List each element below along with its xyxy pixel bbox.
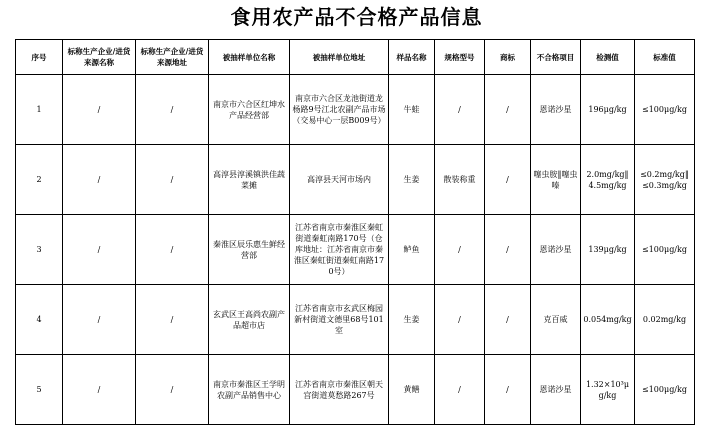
cell-producer-address: /: [136, 285, 209, 355]
cell-spec-model: /: [435, 75, 485, 145]
cell-sampled-unit-address: 江苏省南京市玄武区梅园新村街道文德里68号101室: [290, 285, 389, 355]
cell-producer-name: /: [63, 285, 136, 355]
cell-producer-address: /: [136, 75, 209, 145]
header-trademark: 商标: [485, 40, 531, 75]
cell-spec-model: /: [435, 215, 485, 285]
cell-index: 3: [16, 215, 63, 285]
cell-producer-address: /: [136, 215, 209, 285]
cell-producer-name: /: [63, 355, 136, 425]
cell-standard-value: ≤100μg/kg: [635, 355, 695, 425]
cell-trademark: /: [485, 215, 531, 285]
cell-producer-name: /: [63, 75, 136, 145]
header-failed-item: 不合格项目: [531, 40, 581, 75]
table-row: [16, 355, 695, 425]
cell-trademark: /: [485, 285, 531, 355]
table-row: [16, 75, 695, 145]
header-standard-value: 标准值: [635, 40, 695, 75]
cell-sampled-unit-address: 江苏省南京市秦淮区朝天宫街道莫愁路267号: [290, 355, 389, 425]
header-producer-address: 标称生产企业/进货来源地址: [136, 40, 209, 75]
cell-test-value: 1.32×10³μg/kg: [581, 355, 635, 425]
header-sampled-unit-name: 被抽样单位名称: [209, 40, 290, 75]
cell-sample-name: 生姜: [389, 285, 435, 355]
header-spec-model: 规格型号: [435, 40, 485, 75]
cell-producer-address: /: [136, 145, 209, 215]
header-sample-name: 样品名称: [389, 40, 435, 75]
cell-sampled-unit-name: 玄武区王高尚农副产品超市店: [209, 285, 290, 355]
cell-failed-item: 噻虫胺‖噻虫嗪: [531, 145, 581, 215]
cell-sampled-unit-address: 江苏省南京市秦淮区秦虹街道秦虹南路170号（仓库地址：江苏省南京市秦淮区秦虹街道秦虹南路170号）: [290, 215, 389, 285]
cell-producer-address: /: [136, 355, 209, 425]
cell-failed-item: 恩诺沙星: [531, 75, 581, 145]
table-row: [16, 145, 695, 215]
cell-trademark: /: [485, 355, 531, 425]
cell-index: 2: [16, 145, 63, 215]
cell-standard-value: 0.02mg/kg: [635, 285, 695, 355]
cell-test-value: 139μg/kg: [581, 215, 635, 285]
header-sampled-unit-address: 被抽样单位地址: [290, 40, 389, 75]
cell-failed-item: 克百威: [531, 285, 581, 355]
cell-sampled-unit-name: 南京市六合区红坤水产品经营部: [209, 75, 290, 145]
cell-sampled-unit-address: 高淳县天河市场内: [290, 145, 389, 215]
cell-spec-model: /: [435, 355, 485, 425]
cell-standard-value: ≤100μg/kg: [635, 75, 695, 145]
cell-sampled-unit-name: 秦淮区辰乐惠生鲜经营部: [209, 215, 290, 285]
cell-sample-name: 黄鳝: [389, 355, 435, 425]
cell-spec-model: /: [435, 285, 485, 355]
cell-sampled-unit-name: 高淳县淳溪镇洪佳蔬菜摊: [209, 145, 290, 215]
table-row: [16, 215, 695, 285]
cell-index: 5: [16, 355, 63, 425]
table-row: [16, 285, 695, 355]
cell-sample-name: 生姜: [389, 145, 435, 215]
cell-failed-item: 恩诺沙星: [531, 215, 581, 285]
header-test-value: 检测值: [581, 40, 635, 75]
cell-sampled-unit-address: 南京市六合区龙池街道龙杨路9号江北农副产品市场（交易中心一层B009号）: [290, 75, 389, 145]
header-index: 序号: [16, 40, 63, 75]
cell-sample-name: 鲈鱼: [389, 215, 435, 285]
cell-trademark: /: [485, 75, 531, 145]
cell-index: 4: [16, 285, 63, 355]
cell-index: 1: [16, 75, 63, 145]
cell-test-value: 0.054mg/kg: [581, 285, 635, 355]
table-header-row: [16, 40, 695, 75]
cell-standard-value: ≤100μg/kg: [635, 215, 695, 285]
cell-sample-name: 牛蛙: [389, 75, 435, 145]
cell-sampled-unit-name: 南京市秦淮区王学明农副产品销售中心: [209, 355, 290, 425]
document-title: 食用农产品不合格产品信息: [230, 5, 483, 29]
cell-producer-name: /: [63, 215, 136, 285]
cell-trademark: /: [485, 145, 531, 215]
header-producer-name: 标称生产企业/进货来源名称: [63, 40, 136, 75]
unqualified-products-table: [15, 39, 695, 425]
cell-standard-value: ≤0.2mg/kg‖≤0.3mg/kg: [635, 145, 695, 215]
cell-failed-item: 恩诺沙星: [531, 355, 581, 425]
cell-producer-name: /: [63, 145, 136, 215]
cell-spec-model: 散装称重: [435, 145, 485, 215]
cell-test-value: 196μg/kg: [581, 75, 635, 145]
cell-test-value: 2.0mg/kg‖4.5mg/kg: [581, 145, 635, 215]
